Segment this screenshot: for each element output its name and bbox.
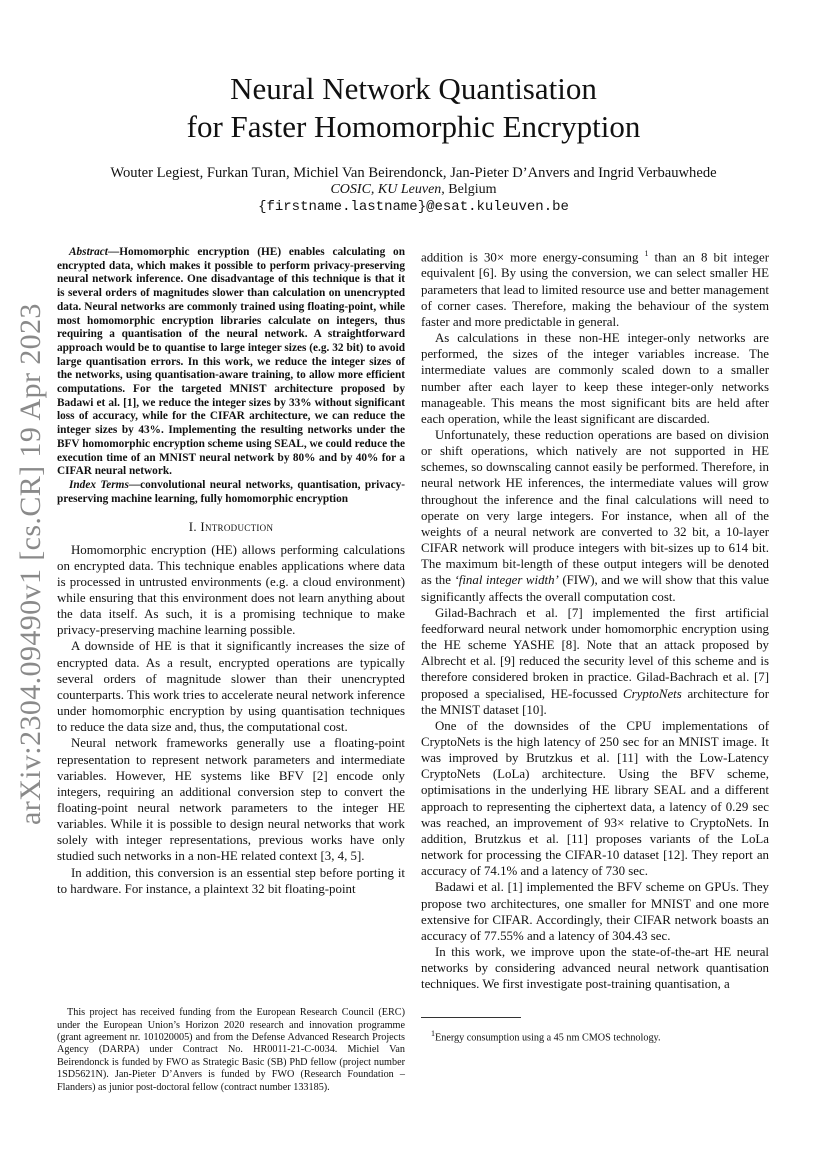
index-terms [57,479,405,506]
fiw-term: ‘final integer width’ [454,573,559,588]
right-paragraph-4 [421,605,769,718]
intro-paragraph-3: Neural network frameworks generally use a floating-point representation to represent network parameters and intermediate variables. However, HE systems like BFV [2] encode only integers, requiring an additional conversion step to convert the floating-point neural network parameters to the integer HE variables. While it is possible to design neural networks that work solely with integer representations, previous works have only studied such networks in a non-HE related context [3, 4, 5]. [57,736,405,864]
right-paragraph-3-b: (FIW), and we will show that this value significantly affects the overall computation cost. [421,573,769,604]
right-paragraph-1 [421,246,769,330]
right-paragraph-5: One of the downsides of the CPU implementations of CryptoNets is the high latency of 250 sec for an MNIST image. It was improved by Brutzkus et al. [11] with the Low-Latency CryptoNets (LoLa) architecture. Using the BFV scheme, optimisations in the underlying HE library SEAL and a different approach to representing the ciphertext data, a latency of 0.29 sec was reached, an improvement of 93× relative to CryptoNets. In addition, Brutzkus et al. [11] proposes variants of the LoLa network for processing the CIFAR-10 dataset [12]. They report an accuracy of 74.1% and a latency of 730 sec. [421,718,769,879]
right-paragraph-1-b: than an 8 bit integer equivalent [6]. By using the conversion, we can select smaller HE parameters that lead to limited resource use and better management of corner cases. Therefore, making the behaviour of the system faster and more predictable in general. [421,250,769,329]
abstract [57,246,405,506]
abstract-paragraph [57,246,405,479]
title-line-1: Neural Network Quantisation [230,71,597,106]
right-paragraph-3-a: Unfortunately, these reduction operations are based on division or shift operations, which natively are not supported in HE schemes, so downscaling cannot easily be performed. Therefore, in neural network HE inferences, the intermediate values will grow throughout the inference and the final calculations will need to operate on very large integers. For instance, when all of the weights of a neural network are converted to 32 bit, a 10-layer CIFAR network will produce integers with bit-sizes up to 614 bit. The maximum bit-length of these output integers will be denoted as the [421,428,769,588]
title-line-2: for Faster Homomorphic Encryption [186,109,641,144]
right-paragraph-3 [421,427,769,605]
energy-footnote [421,1028,769,1045]
intro-paragraph-1: Homomorphic encryption (HE) allows performing calculations on encrypted data. This technique enables applications where data is processed in untrusted environments (e.g. a cloud environment) while ensuring that this environment does not learn anything about the data itself. As such, it is a promising technique to make privacy-preserving machine learning possible. [57,542,405,638]
right-paragraph-2: As calculations in these non-HE integer-only networks are performed, the sizes of the integer variables increase. The intermediate values are commonly scaled down to a smaller number after each layer to keep these integer-only networks manageable. This means the most significant bits are held after each operation, while the least significant are discarded. [421,331,769,426]
cryptonets-term: CryptoNets [623,686,682,701]
footnote-ref-1[interactable]: 1 [644,249,649,258]
section-heading-introduction: I. Introduction [188,520,274,535]
contact-email[interactable]: {firstname.lastname}@esat.kuleuven.be [258,199,569,215]
funding-footnote-block [57,997,405,1104]
paper-title [60,70,767,146]
affiliation [60,181,767,199]
right-paragraph-4-a: Gilad-Bachrach et al. [7] implemented the first artificial feedforward neural network under homomorphic encryption using the HE scheme YASHE [8]. Note that an attack proposed by Albrecht et al. [9] reduced the security level of this scheme and is therefore considered broken in practice. Gilad-Bachrach et al. [7] proposed a specialised, HE-focussed [421,605,769,701]
right-paragraph-6: Badawi et al. [1] implemented the BFV scheme on GPUs. They propose two architectures, one smaller for MNIST and one more extensive for CIFAR. Accordingly, their CIFAR network boasts an accuracy of 77.55% and a latency of 304.43 sec. [421,880,769,943]
arxiv-id[interactable]: arXiv:2304.09490v1 [cs.CR] 19 Apr 2023 [14,303,47,825]
right-paragraph-7: In this work, we improve upon the state-of-the-art HE neural networks by considering advanced neural network quantisation techniques. We first investigate post-training quantisation, a [421,945,769,992]
index-terms-label: Index Terms [69,478,129,491]
intro-paragraph-2: A downside of HE is that it significantly increases the size of encrypted data. As a result, encrypted operations are typically several orders of magnitude slower than their unencrypted counterparts. This work tries to accelerate neural network inference under homomorphic encryption by using quantisation techniques to reduce the data size and, thus, the computational cost. [57,639,406,735]
footnote-rule [421,1017,521,1018]
abstract-text: —Homomorphic encryption (HE) enables calculating on encrypted data, which makes it possible to perform privacy-preserving neural network inference. One disadvantage of this technique is that it is several orders of magnitudes slower than calculation on unencrypted data. Neural networks are commonly trained using floating-point, while most homomorphic encryption libraries calculate on integers, thus requiring a quantisation of the neural network. A straightforward approach would be to quantise to large integer sizes (e.g. 32 bit) to avoid large quantisation errors. In this work, we reduce the integer sizes of the networks, using quantisation-aware training, to allow more efficient computations. For the targeted MNIST architecture proposed by Badawi et al. [1], we reduce the integer sizes by 33% without significant loss of accuracy, while for the CIFAR architecture, we can reduce the integer sizes by 43%. Implementing the resulting networks under the BFV homomorphic encryption scheme using SEAL, we could reduce the execution time of an MNIST neural network by 80% and by 40% for a CIFAR neural network. [57,246,405,478]
right-paragraph-1-a: addition is 30× more energy-consuming [421,250,645,265]
right-column [421,246,769,992]
abstract-label: Abstract [69,246,108,258]
affiliation-org: COSIC, KU Leuven [330,182,442,197]
left-column [57,246,405,897]
right-paragraph-4-b: architecture for the MNIST dataset [10]. [421,686,769,717]
author-list: Wouter Legiest, Furkan Turan, Michiel Van Beirendonck, Jan-Pieter D’Anvers and Ingrid Verbauwhede [110,165,717,181]
index-terms-text: —convolutional neural networks, quantisation, privacy-preserving machine learning, fully homomorphic encryption [57,478,405,505]
funding-footnote: This project has received funding from the European Research Council (ERC) under the European Union’s Horizon 2020 research and innovation programme (grant agreement nr. 101020005) and from the Defense Advanced Research Projects Agency (DARPA) under Contract No. HR0011-21-C-0034. Michiel Van Beirendonck is funded by FWO as Strategic Basic (SB) PhD fellow (project number 1SD5621N). Jan-Pieter D’Anvers is funded by FWO (Research Foundation – Flanders) as junior post-doctoral fellow (contract number 133185). [57,1007,405,1093]
energy-footnote-block [421,1011,769,1055]
footnote-mark-1: 1 [431,1029,435,1039]
energy-footnote-text: Energy consumption using a 45 nm CMOS technology. [435,1032,661,1044]
intro-paragraph-4: In addition, this conversion is an essential step before porting it to hardware. For instance, a plaintext 32 bit floating-point [57,865,405,896]
affiliation-country: , Belgium [441,182,497,197]
